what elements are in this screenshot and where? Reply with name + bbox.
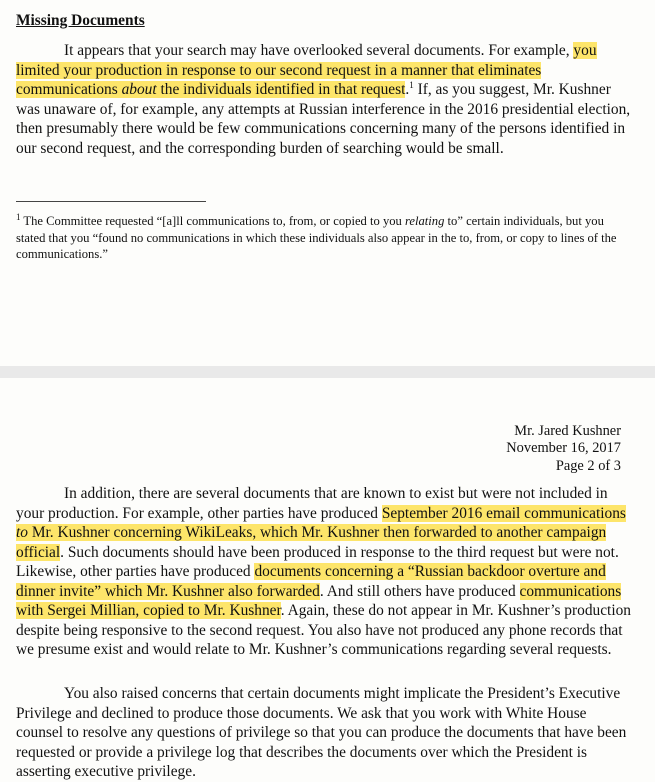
highlighted-text: September 2016 email communications to Mr. Kushner concerning WikiLeaks, which Mr. Kushner then forwarded to another campaign official — [16, 504, 626, 561]
letter-header — [506, 423, 621, 475]
highlighted-text: limited your production in response to our second request in a manner that eliminates — [16, 61, 542, 79]
section-heading: Missing Documents — [16, 12, 145, 29]
paragraph-missing-documents: It appears that your search may have overlooked several documents. For example, you limited your production in response to our second request in a manner that eliminates communications about the individuals identified in that request.$^1$ If, as you suggest, Mr. Kushner was unaware of, for example, any attempts at Russian interference in the 2016 presidential election, then presumably there would be few communications concerning many of the persons identified in our second request, and the corresponding burden of searching would be small. — [16, 42, 631, 157]
page-number: Page 2 of 3 — [555, 457, 621, 474]
paragraph-known-documents: In addition, there are several documents that are known to exist but were not included in your production. For example, other parties have produced September 2016 email communications to Mr. Kushner concerning WikiLeaks, which Mr. Kushner then forwarded to another campaign official. Such documents should have been produced in response to the third request but were not. Likewise, other parties have produced documents concerning a “Russian backdoor overture and dinner invite” which Mr. Kushner also forwarded. And still others have produced communications with Sergei Millian, copied to Mr. Kushner. Again, these do not appear in Mr. Kushner’s production despite being responsive to the second request. You also have not produced any phone records that we presume exist and would relate to Mr. Kushner’s communications regarding several requests. — [16, 485, 631, 658]
recipient-name: Mr. Jared Kushner — [514, 423, 621, 439]
footnote-divider — [16, 201, 206, 202]
highlighted-text: communications about the individuals identified in that request — [16, 81, 406, 98]
highlighted-text: documents concerning a “Russian backdoor overture and dinner invite” which Mr. Kushner also forwarded — [16, 563, 606, 600]
highlighted-text: you — [573, 42, 597, 59]
footnote: $^1$ The Committee requested “[a]ll communications to, from, or copied to you relating to” certain individuals, but you stated that you “found no communications in which these individuals also appear in the to, from, or copy to lines of the communications.” — [16, 211, 617, 261]
highlighted-text: communications with Sergei Millian, copied to Mr. Kushner — [16, 582, 622, 619]
paragraph-executive-privilege: You also raised concerns that certain documents might implicate the President’s Executive Privilege and declined to produce those documents. We ask that you work with White House counsel to resolve any questions of privilege so that you can produce the documents that have been requested or provide a privilege log that describes the documents over which the President is asserting executive privilege. — [16, 685, 627, 780]
page-separator — [0, 366, 655, 378]
letter-date: November 16, 2017 — [506, 440, 621, 457]
footnote-reference: 1 — [409, 79, 414, 90]
